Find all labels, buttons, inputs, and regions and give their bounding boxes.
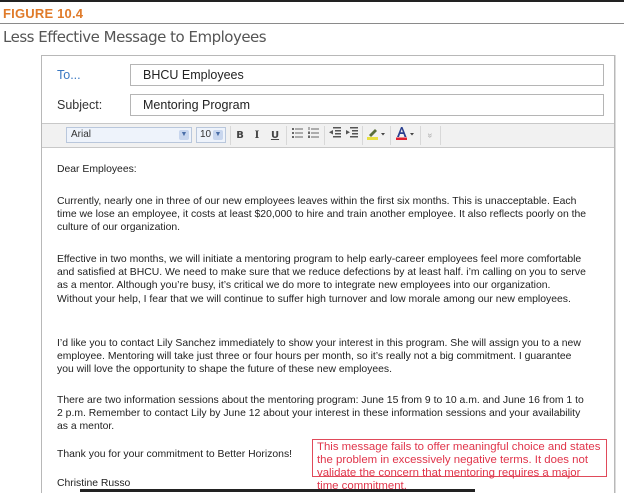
top-rule	[0, 0, 624, 2]
body-paragraph: There are two information sessions about the mentoring program: June 15 from 9 to 10 a.m. and June 16 from 1 to 2 p.m. Remember to contact Lily by June 12 about your interest in these information sessions and your availability as a mentor.	[57, 395, 584, 433]
greeting: Dear Employees:	[57, 164, 137, 175]
font-family-value: Arial	[71, 129, 92, 140]
italic-icon[interactable]: I	[254, 130, 260, 141]
increase-indent-icon[interactable]	[345, 127, 359, 144]
toolbar-separator	[390, 126, 391, 145]
closing: Thank you for your commitment to Better Horizons!	[57, 449, 293, 460]
decrease-indent-icon[interactable]	[328, 127, 342, 144]
highlight-color-icon[interactable]	[365, 127, 387, 144]
figure-rule	[0, 23, 624, 24]
subject-label: Subject:	[57, 98, 103, 112]
chevron-down-icon: ▼	[180, 131, 188, 138]
more-options-icon[interactable]: »	[425, 132, 436, 138]
numbered-list-icon[interactable]	[306, 127, 320, 144]
font-family-select[interactable]	[66, 127, 192, 143]
to-button[interactable]: To...	[57, 68, 81, 82]
figure-label: FIGURE 10.4	[3, 6, 84, 21]
toolbar-separator	[440, 126, 441, 145]
body-paragraph: Effective in two months, we will initiate a mentoring program to help early-career employees feel more comfortable and satisfied at BHCU. We need to make sure that we reduce defections by at least half. i’m calling on you to serve as a mentor. Although you’re busy, it’s critical we do more to integrate new employees into our organization. Without your help, I fear that we will continue to suffer high turnover and low morale among our new employees.	[57, 254, 586, 305]
signature: Christine Russo	[57, 478, 131, 489]
email-compose-window	[41, 55, 615, 493]
to-field[interactable]: BHCU Employees	[130, 64, 604, 86]
toolbar-separator	[286, 126, 287, 145]
body-paragraph: I’d like you to contact Lily Sanchez immediately to show your interest in this program. She will assign you to a new employee. Mentoring will take just three or four hours per month, so it’s really not a big commitment. I guarantee you will love the opportunity to shape the future of these new employees.	[57, 338, 581, 376]
chevron-down-icon: ▼	[214, 131, 222, 138]
bold-icon[interactable]: B	[236, 130, 244, 141]
font-size-value: 10	[200, 129, 212, 140]
toolbar-separator	[324, 126, 325, 145]
font-color-icon[interactable]	[394, 127, 416, 144]
frame-shadow	[615, 55, 616, 493]
font-size-select[interactable]	[196, 127, 226, 143]
figure-title: Less Effective Message to Employees	[3, 28, 267, 46]
frame-bottom-rule	[80, 489, 475, 492]
underline-icon[interactable]: U	[270, 130, 280, 141]
toolbar-separator	[362, 126, 363, 145]
subject-field[interactable]: Mentoring Program	[130, 94, 604, 116]
toolbar-separator	[230, 126, 231, 145]
annotation-callout: This message fails to offer meaningful choice and states the problem in excessively negative terms. It does not validate the concern that mentoring requires a major time commitment.	[312, 439, 607, 477]
formatting-toolbar	[42, 123, 614, 148]
bulleted-list-icon[interactable]	[290, 127, 304, 144]
body-paragraph: Currently, nearly one in three of our new employees leaves within the first six months. This is unacceptable. Each time we lose an employee, it costs at least $20,000 to hire and train another employee. It also reflects poorly on the culture of our organization.	[57, 196, 587, 234]
